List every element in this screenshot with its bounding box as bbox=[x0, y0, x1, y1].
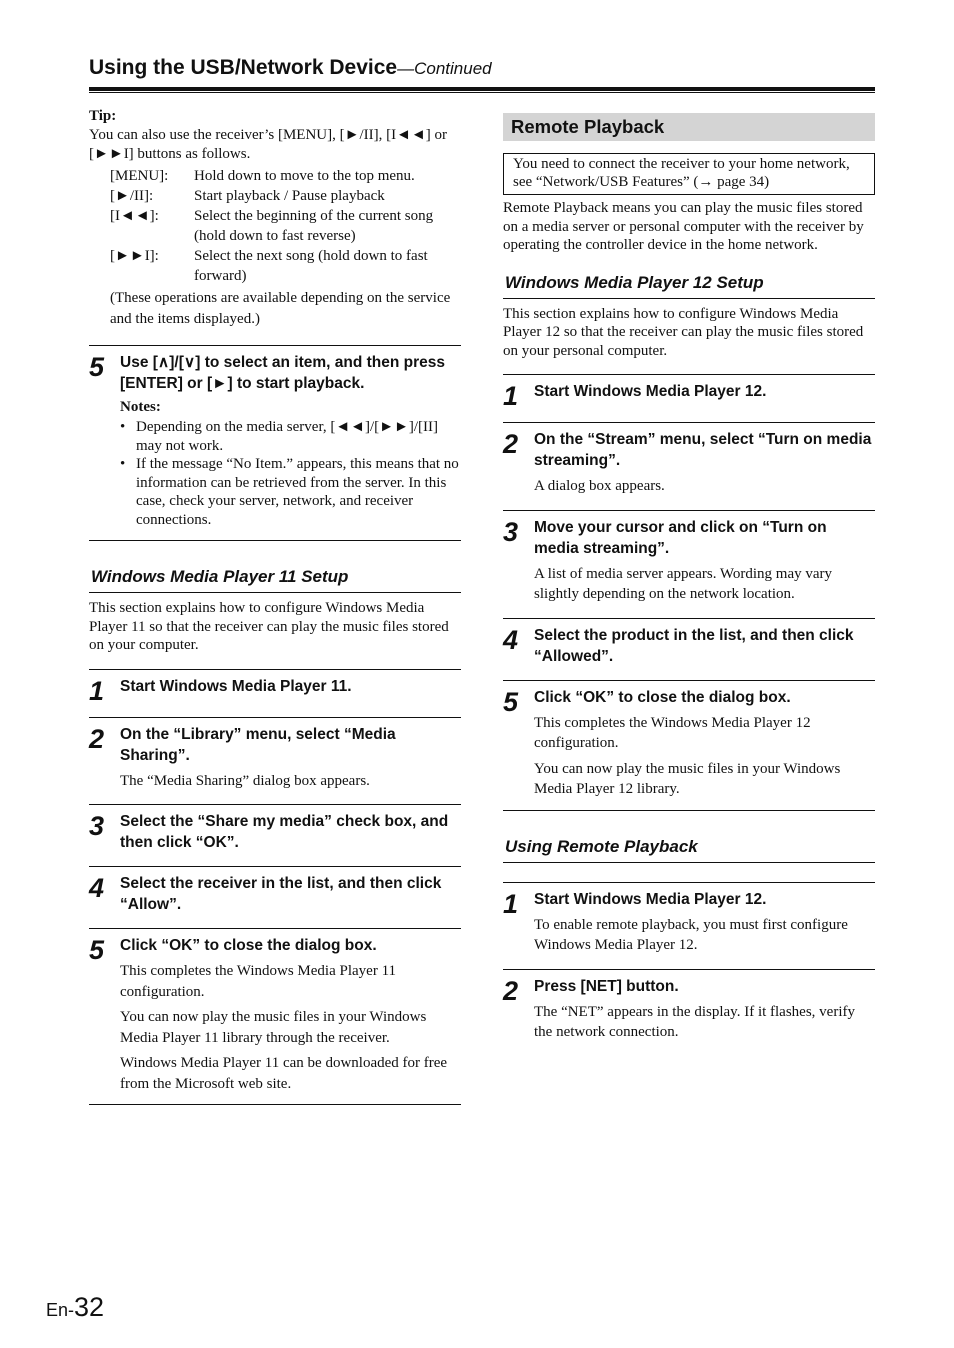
note-item: • If the message “No Item.” appears, this means that no information can be retrieved from the server. In this case, check your server, network, and receiver connections. bbox=[120, 455, 461, 529]
tip-note: (These operations are available depending on the service and the items displayed.) bbox=[110, 290, 451, 327]
tip-value: Start playback / Pause playback bbox=[194, 188, 385, 204]
wmp11-step-4 bbox=[89, 867, 461, 928]
right-column bbox=[503, 113, 875, 1053]
step-title: Select the “Share my media” check box, and then click “OK”. bbox=[120, 813, 449, 851]
wmp12-step-5 bbox=[503, 681, 875, 810]
step-title: On the “Stream” menu, select “Turn on media streaming”. bbox=[534, 431, 872, 469]
tip-value: Hold down to move to the top menu. bbox=[194, 168, 415, 184]
step-text: The “Media Sharing” dialog box appears. bbox=[120, 772, 370, 789]
page-number bbox=[46, 1292, 104, 1323]
wmp11-step-1 bbox=[89, 670, 461, 717]
step-title: Select the product in the list, and then click “Allowed”. bbox=[534, 626, 854, 665]
step-title: Start Windows Media Player 12. bbox=[534, 890, 767, 908]
step-text: Windows Media Player 11 can be downloaded for free from the Microsoft web site. bbox=[120, 1055, 448, 1092]
tip-key: [I◄◄]: bbox=[110, 208, 159, 224]
step-title: Click “OK” to close the dialog box. bbox=[534, 688, 791, 706]
heading-rule bbox=[503, 298, 875, 299]
tip-row bbox=[110, 186, 461, 206]
step-title: Press [NET] button. bbox=[534, 977, 679, 995]
step-number: 2 bbox=[503, 975, 519, 1006]
notes-label: Notes: bbox=[120, 399, 161, 415]
step-title: Use [∧]/[∨] to select an item, and then press [ENTER] or [►] to start playback. bbox=[120, 354, 446, 392]
continued-label: —Continued bbox=[397, 59, 492, 78]
step-title: Start Windows Media Player 12. bbox=[534, 383, 767, 400]
page-header bbox=[89, 56, 875, 80]
step-divider bbox=[89, 1104, 461, 1105]
tip-row bbox=[110, 166, 461, 186]
step-title: Click “OK” to close the dialog box. bbox=[120, 937, 377, 954]
tip-block bbox=[89, 108, 461, 330]
step-title: Move your cursor and click on “Turn on media streaming”. bbox=[534, 518, 827, 557]
step-number: 3 bbox=[503, 516, 519, 547]
wmp11-intro: This section explains how to configure Windows Media Player 11 so that the receiver can play the music files stored on your computer. bbox=[89, 600, 449, 653]
header-rule-thick bbox=[89, 87, 875, 91]
using-remote-playback-heading: Using Remote Playback bbox=[505, 836, 698, 856]
note-item: • Depending on the media server, [◄◄]/[►►]/[II] may not work. bbox=[120, 418, 461, 455]
tip-value: Select the beginning of the current song (hold down to fast reverse) bbox=[194, 208, 434, 244]
step-text: You can now play the music files in your Windows Media Player 11 library through the receiver. bbox=[120, 1009, 427, 1046]
step-divider bbox=[503, 810, 875, 811]
remote-playback-intro: Remote Playback means you can play the music files stored on a media server or personal computer with the receiver by operating the controller device in the home network. bbox=[503, 200, 864, 253]
tip-button-table bbox=[110, 166, 461, 286]
step-number: 4 bbox=[503, 624, 519, 655]
step-number: 1 bbox=[503, 381, 519, 411]
step-text: This completes the Windows Media Player 11 configuration. bbox=[120, 963, 397, 1000]
step-text: A dialog box appears. bbox=[534, 478, 665, 494]
wmp11-step-5 bbox=[89, 929, 461, 1104]
step-number: 5 bbox=[89, 352, 105, 382]
step-text: The “NET” appears in the display. If it flashes, verify the network connection. bbox=[534, 1003, 855, 1040]
step-5-playback bbox=[89, 346, 461, 540]
left-column bbox=[89, 108, 461, 1105]
step-title: Start Windows Media Player 11. bbox=[120, 677, 352, 695]
step-divider bbox=[89, 540, 461, 541]
tip-key: [MENU]: bbox=[110, 168, 169, 184]
step-number: 2 bbox=[89, 723, 105, 754]
tip-value: Select the next song (hold down to fast forward) bbox=[194, 248, 428, 284]
using-step-2 bbox=[503, 970, 875, 1053]
step-number: 5 bbox=[89, 935, 105, 965]
wmp11-heading: Windows Media Player 11 Setup bbox=[91, 567, 349, 586]
using-step-1 bbox=[503, 883, 875, 969]
step-number: 1 bbox=[503, 888, 519, 919]
step-text: This completes the Windows Media Player 12 configuration. bbox=[534, 714, 811, 751]
step-title: Select the receiver in the list, and then click “Allow”. bbox=[120, 875, 442, 913]
step-text: You can now play the music files in your Windows Media Player 12 library. bbox=[534, 760, 841, 797]
step-number: 5 bbox=[503, 686, 519, 717]
heading-rule bbox=[503, 862, 875, 863]
remote-playback-section-title: Remote Playback bbox=[503, 113, 875, 141]
wmp11-step-3 bbox=[89, 805, 461, 866]
wmp12-step-1 bbox=[503, 375, 875, 422]
wmp11-step-2 bbox=[89, 718, 461, 805]
header-rule-thin bbox=[89, 92, 875, 93]
wmp12-step-4 bbox=[503, 619, 875, 680]
step-number: 1 bbox=[89, 675, 105, 706]
tip-label: Tip: bbox=[89, 108, 117, 124]
tip-key: [►►I]: bbox=[110, 248, 159, 264]
tip-key: [►/II]: bbox=[110, 188, 154, 204]
wmp12-step-3 bbox=[503, 511, 875, 618]
tip-row bbox=[110, 246, 461, 286]
tip-row bbox=[110, 206, 461, 246]
network-note-box: You need to connect the receiver to your home network, see “Network/USB Features” (→ page 34) bbox=[503, 153, 875, 195]
wmp12-heading: Windows Media Player 12 Setup bbox=[505, 272, 764, 292]
heading-rule bbox=[89, 592, 461, 593]
step-number: 3 bbox=[89, 811, 105, 841]
wmp12-intro: This section explains how to configure Windows Media Player 12 so that the receiver can play the music files stored on your personal computer. bbox=[503, 305, 864, 359]
step-text: A list of media server appears. Wording may vary slightly depending on the network location. bbox=[534, 565, 833, 602]
step-text: To enable remote playback, you must first configure Windows Media Player 12. bbox=[534, 916, 848, 953]
page-title: Using the USB/Network Device bbox=[89, 56, 398, 79]
step-title: On the “Library” menu, select “Media Sharing”. bbox=[120, 725, 396, 764]
page-number-prefix: En- bbox=[46, 1300, 75, 1320]
wmp12-step-2 bbox=[503, 423, 875, 510]
step-number: 4 bbox=[89, 873, 105, 903]
step-number: 2 bbox=[503, 429, 519, 459]
tip-intro: You can also use the receiver’s [MENU], [►/II], [I◄◄] or [►►I] buttons as follows. bbox=[89, 127, 448, 162]
page-number-value: 32 bbox=[74, 1292, 105, 1322]
notes-list bbox=[120, 418, 461, 529]
